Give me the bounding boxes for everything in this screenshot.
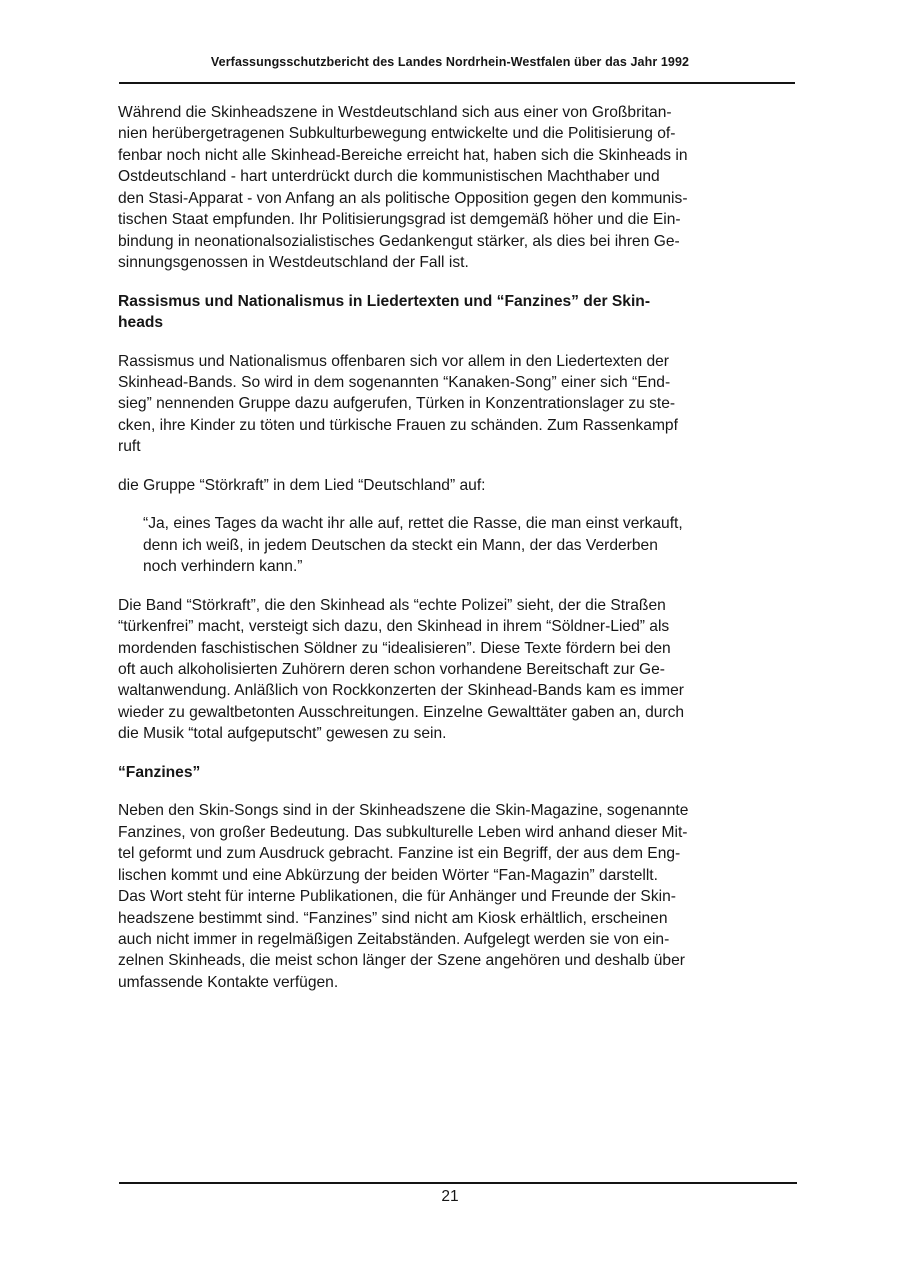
text-line: tel geformt und zum Ausdruck gebracht. Fanzine ist ein Begriff, der aus dem Eng- xyxy=(118,845,681,863)
paragraph-liedertexte xyxy=(118,351,794,458)
text-line: Fanzines, von großer Bedeutung. Das subkulturelle Leben wird anhand dieser Mit- xyxy=(118,823,688,841)
text-line: zelnen Skinheads, die meist schon länger der Szene angehören und deshalb über xyxy=(118,952,685,970)
text-line: fenbar noch nicht alle Skinhead-Bereiche erreicht hat, haben sich die Skinheads in xyxy=(118,146,688,164)
paragraph-fanzines xyxy=(118,800,794,993)
text-line: mordenden faschistischen Söldner zu “idealisieren”. Diese Texte fördern bei den xyxy=(118,639,671,657)
text-line: headszene bestimmt sind. “Fanzines” sind nicht am Kiosk erhältlich, erscheinen xyxy=(118,909,668,927)
text-line: sinnungsgenossen in Westdeutschland der Fall ist. xyxy=(118,254,469,272)
section-heading-rassismus xyxy=(118,291,794,334)
text-line: tischen Staat empfunden. Ihr Politisierungsgrad ist demgemäß höher und die Ein- xyxy=(118,211,681,229)
header-rule xyxy=(119,82,795,84)
text-line: sieg” nennenden Gruppe dazu aufgerufen, Türken in Konzentrationslager zu ste- xyxy=(118,395,676,413)
page-number: 21 xyxy=(441,1188,459,1205)
footer-rule xyxy=(119,1182,797,1184)
text-line: Während die Skinheadszene in Westdeutschland sich aus einer von Großbritan- xyxy=(118,104,672,121)
document-body xyxy=(118,102,794,993)
heading-line: “Fanzines” xyxy=(118,763,201,781)
text-line: lischen kommt und eine Abkürzung der beiden Wörter “Fan-Magazin” darstellt. xyxy=(118,866,658,884)
section-heading-fanzines xyxy=(118,762,794,783)
heading-line: heads xyxy=(118,314,164,332)
text-line: die Musik “total aufgeputscht” gewesen zu sein. xyxy=(118,725,447,743)
text-line: oft auch alkoholisierten Zuhörern deren schon vorhandene Bereitschaft zur Ge- xyxy=(118,660,665,678)
text-line: Neben den Skin-Songs sind in der Skinheadszene die Skin-Magazine, sogenannte xyxy=(118,802,689,820)
text-line: Das Wort steht für interne Publikationen, die für Anhänger und Freunde der Skin- xyxy=(118,888,676,906)
text-line: auch nicht immer in regelmäßigen Zeitabständen. Aufgelegt werden sie von ein- xyxy=(118,930,670,948)
text-line: nien herübergetragenen Subkulturbewegung entwickelte und die Politisierung of- xyxy=(118,125,676,143)
text-line: Rassismus und Nationalismus offenbaren sich vor allem in den Liedertexten der xyxy=(118,352,669,370)
text-line: Ostdeutschland - hart unterdrückt durch die kommunistischen Machthaber und xyxy=(118,168,660,186)
quote-line: “Ja, eines Tages da wacht ihr alle auf, rettet die Rasse, die man einst verkauft, xyxy=(143,515,683,533)
text-line: waltanwendung. Anläßlich von Rockkonzerten der Skinhead-Bands kam es immer xyxy=(118,682,684,700)
text-line: ruft xyxy=(118,438,141,456)
quote-line: noch verhindern kann.” xyxy=(143,558,303,576)
text-line: Die Band “Störkraft”, die den Skinhead als “echte Polizei” sieht, der die Straßen xyxy=(118,596,666,614)
paragraph-stoerkraft-intro xyxy=(118,475,794,496)
text-line: wieder zu gewaltbetonten Ausschreitungen. Einzelne Gewalttäter gaben an, durch xyxy=(118,703,685,721)
text-line: bindung in neonationalsozialistisches Gedankengut stärker, als dies bei ihren Ge- xyxy=(118,232,680,250)
text-line: den Stasi-Apparat - von Anfang an als politische Opposition gegen den kommunis- xyxy=(118,189,688,207)
song-lyrics-quote xyxy=(118,513,794,577)
heading-line: Rassismus und Nationalismus in Liedertexten und “Fanzines” der Skin- xyxy=(118,292,651,310)
text-line: “türkenfrei” macht, versteigt sich dazu, den Skinhead in ihrem “Söldner-Lied” als xyxy=(118,618,670,636)
text-line: umfassende Kontakte verfügen. xyxy=(118,973,339,991)
quote-line: denn ich weiß, in jedem Deutschen da steckt ein Mann, der das Verderben xyxy=(143,536,658,554)
header-title: Verfassungsschutzbericht des Landes Nordrhein-Westfalen über das Jahr 1992 xyxy=(210,55,690,69)
text-line: die Gruppe “Störkraft” in dem Lied “Deutschland” auf: xyxy=(118,476,486,494)
text-line: cken, ihre Kinder zu töten und türkische Frauen zu schänden. Zum Rassenkampf xyxy=(118,416,678,434)
text-line: Skinhead-Bands. So wird in dem sogenannten “Kanaken-Song” einer sich “End- xyxy=(118,373,671,391)
paragraph-band-stoerkraft xyxy=(118,595,794,745)
paragraph-intro-skinheads xyxy=(118,102,794,274)
